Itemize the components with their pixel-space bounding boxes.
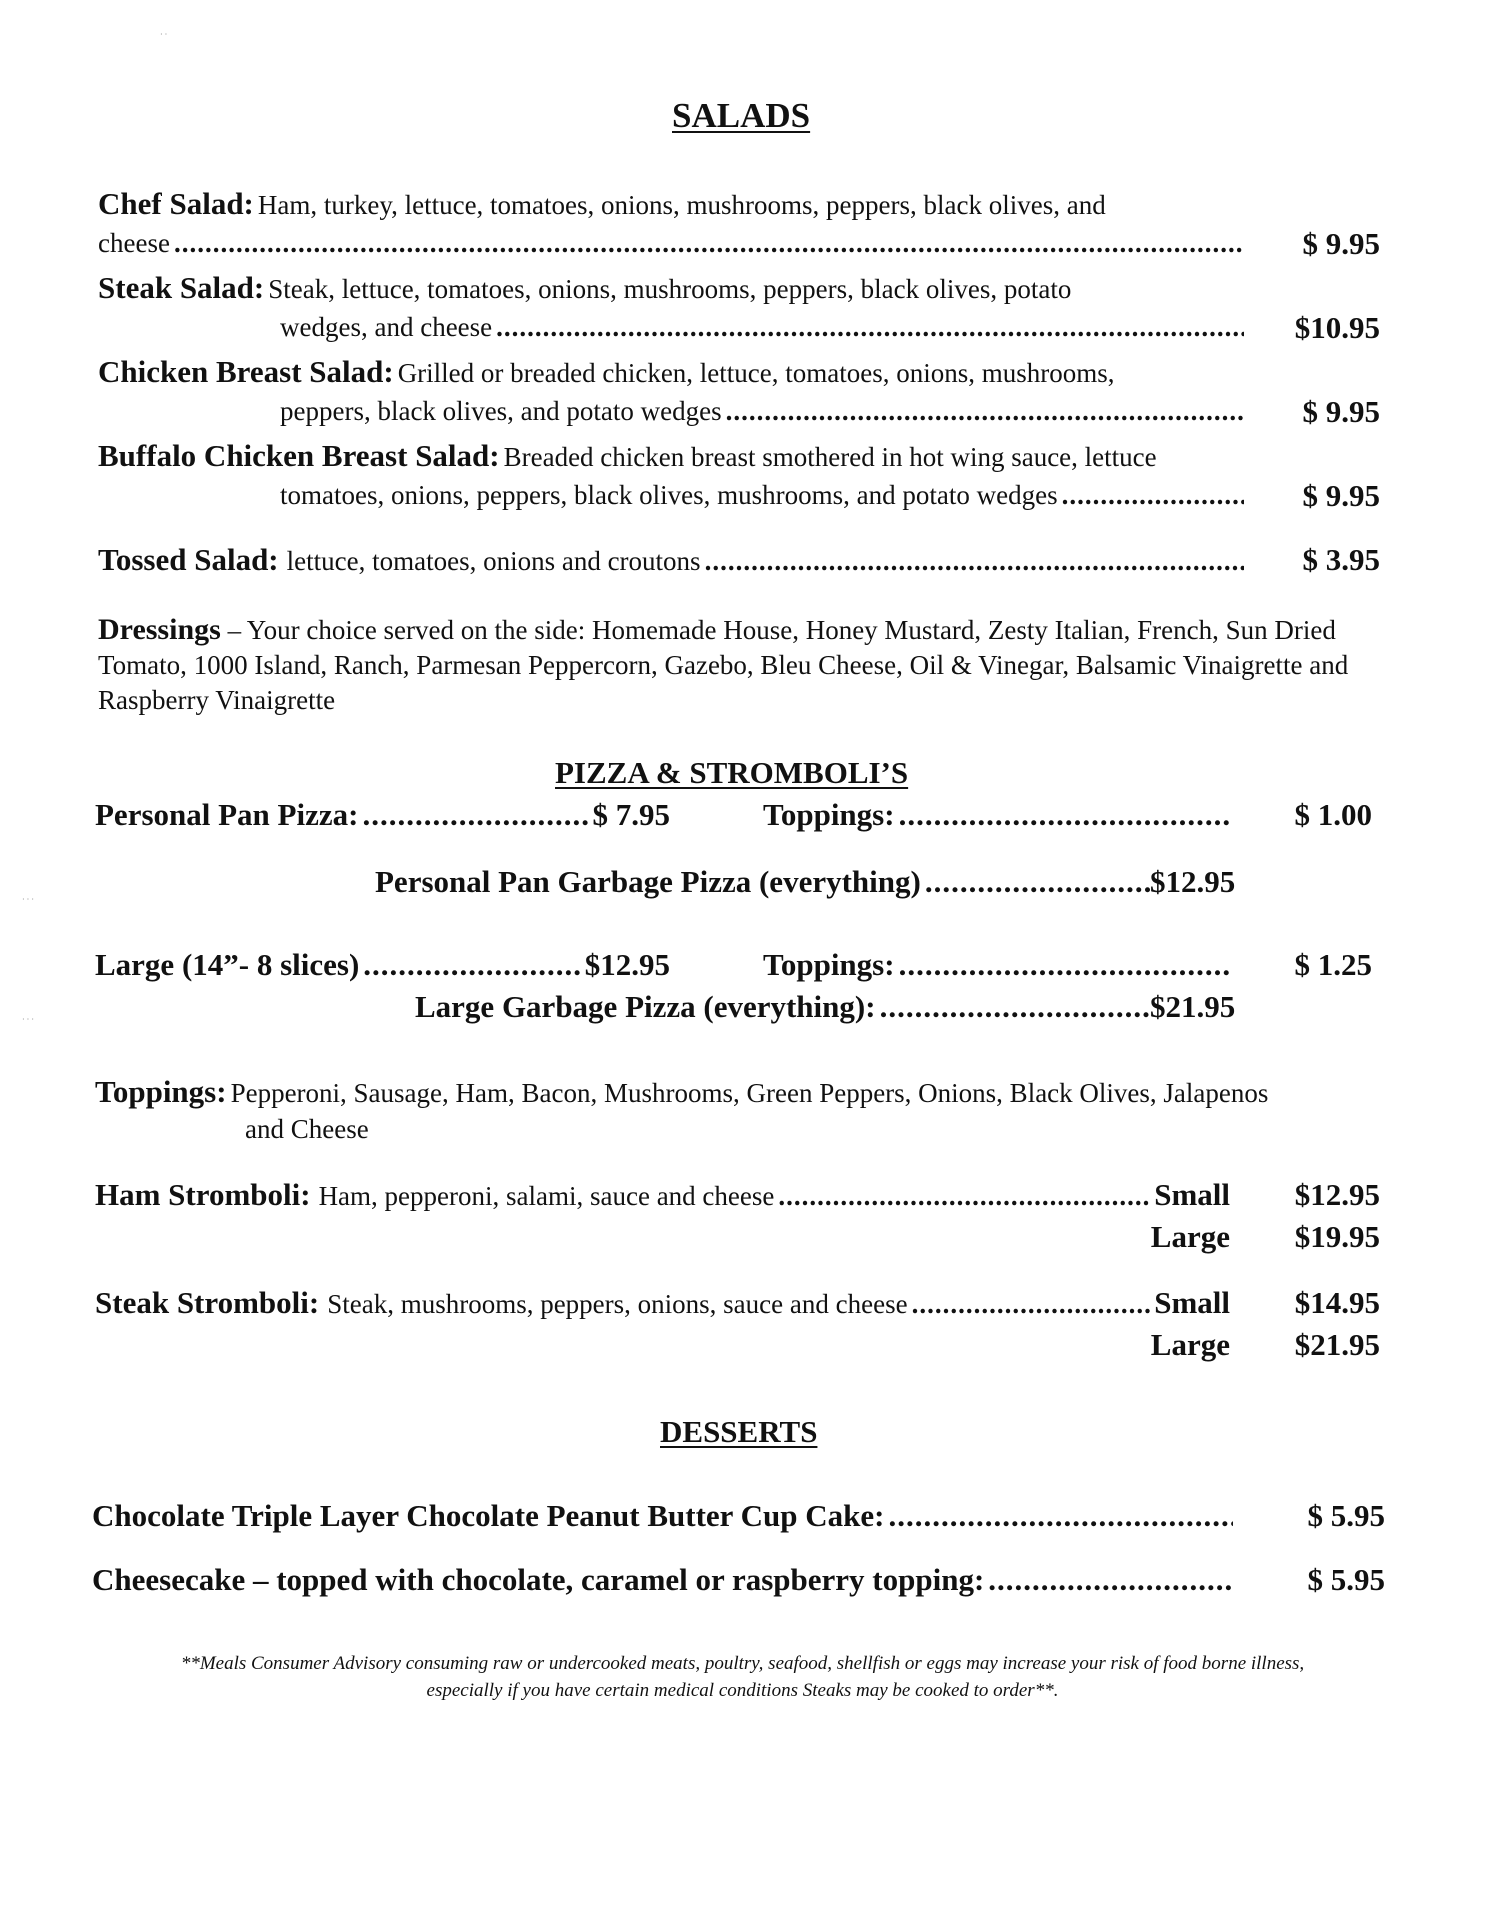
tossed-salad-desc: lettuce, tomatoes, onions and croutons bbox=[286, 546, 701, 576]
consumer-advisory-line1: **Meals Consumer Advisory consuming raw or undercooked meats, poultry, seafood, shellfish or eggs may increase your risk of food borne illness, bbox=[180, 1653, 1305, 1674]
steak-stromboli-name: Steak Stromboli: bbox=[95, 1285, 320, 1320]
personal-pan-pizza-name: Personal Pan Pizza: bbox=[95, 797, 359, 832]
chicken-salad-line1 bbox=[98, 354, 1115, 390]
leader-dots bbox=[899, 797, 1229, 833]
chef-salad-line2 bbox=[98, 228, 1248, 259]
chef-salad-desc-cont: cheese bbox=[98, 228, 170, 258]
leader-dots bbox=[899, 947, 1229, 983]
leader-dots bbox=[1062, 480, 1244, 511]
leader-dots bbox=[778, 1181, 1150, 1212]
chef-salad-price: $ 9.95 bbox=[1302, 226, 1380, 261]
dessert-cake-row bbox=[92, 1498, 1237, 1534]
large-toppings-label: Toppings: bbox=[763, 947, 895, 982]
buffalo-salad-line2 bbox=[280, 480, 1248, 511]
chicken-salad-name: Chicken Breast Salad: bbox=[98, 354, 394, 389]
leader-dots bbox=[988, 1562, 1233, 1598]
leader-dots bbox=[880, 989, 1151, 1025]
buffalo-salad-name: Buffalo Chicken Breast Salad: bbox=[98, 438, 500, 473]
steak-stromboli-desc: Steak, mushrooms, peppers, onions, sauce and cheese bbox=[327, 1289, 908, 1319]
buffalo-salad-desc: Breaded chicken breast smothered in hot wing sauce, lettuce bbox=[503, 442, 1157, 472]
large-pizza-name: Large (14”- 8 slices) bbox=[95, 947, 360, 982]
steak-stromboli-row bbox=[95, 1285, 1230, 1321]
ham-stromboli-name: Ham Stromboli: bbox=[95, 1177, 311, 1212]
salads-heading: SALADS bbox=[672, 96, 811, 135]
chicken-salad-price: $ 9.95 bbox=[1302, 394, 1380, 429]
leader-dots bbox=[496, 312, 1244, 343]
steak-stromboli-small-price: $14.95 bbox=[1294, 1285, 1380, 1320]
dessert-cheesecake-price: $ 5.95 bbox=[1307, 1562, 1385, 1597]
buffalo-salad-price: $ 9.95 bbox=[1302, 478, 1380, 513]
leader-dots bbox=[362, 797, 588, 833]
personal-toppings-label: Toppings: bbox=[763, 797, 895, 832]
leader-dots bbox=[174, 228, 1244, 259]
toppings-line2: and Cheese bbox=[245, 1114, 369, 1144]
buffalo-salad-desc-cont: tomatoes, onions, peppers, black olives, mushrooms, and potato wedges bbox=[280, 480, 1058, 510]
scan-speck: · · bbox=[160, 30, 168, 39]
personal-garbage-price: $12.95 bbox=[1150, 864, 1236, 899]
personal-pan-pizza-row bbox=[95, 797, 670, 833]
toppings-line1 bbox=[95, 1074, 1268, 1110]
scan-speck: · · · bbox=[22, 895, 34, 904]
ham-stromboli-large-price: $19.95 bbox=[1294, 1219, 1380, 1254]
ham-stromboli-desc: Ham, pepperoni, salami, sauce and cheese bbox=[318, 1181, 775, 1211]
ham-stromboli-row bbox=[95, 1177, 1230, 1213]
buffalo-salad-line1 bbox=[98, 438, 1157, 474]
tossed-salad-name: Tossed Salad: bbox=[98, 542, 279, 577]
toppings-text: Pepperoni, Sausage, Ham, Bacon, Mushrooms, Green Peppers, Onions, Black Olives, Jalapenos bbox=[230, 1078, 1269, 1108]
steak-salad-desc: Steak, lettuce, tomatoes, onions, mushrooms, peppers, black olives, potato bbox=[268, 274, 1072, 304]
chicken-salad-desc-cont: peppers, black olives, and potato wedges bbox=[280, 396, 722, 426]
personal-toppings-price: $ 1.00 bbox=[1294, 797, 1372, 832]
dressings-text: – Your choice served on the side: Homemade House, Honey Mustard, Zesty Italian, French, Sun Dried Tomato, 1000 Island, Ranch, Parmesan Peppercorn, Gazebo, Bleu Cheese, Oil & Vinegar, Balsamic Vinaigrette and Raspberry Vinaigrette bbox=[98, 615, 1349, 715]
ham-stromboli-small-price: $12.95 bbox=[1294, 1177, 1380, 1212]
dessert-cheesecake-row bbox=[92, 1562, 1237, 1598]
leader-dots bbox=[705, 546, 1244, 577]
steak-salad-price: $10.95 bbox=[1294, 310, 1380, 345]
large-garbage-price: $21.95 bbox=[1150, 989, 1236, 1024]
leader-dots bbox=[925, 864, 1151, 900]
chef-salad-desc: Ham, turkey, lettuce, tomatoes, onions, mushrooms, peppers, black olives, and bbox=[257, 190, 1106, 220]
large-toppings-price: $ 1.25 bbox=[1294, 947, 1372, 982]
large-garbage-name: Large Garbage Pizza (everything): bbox=[415, 989, 876, 1024]
steak-salad-name: Steak Salad: bbox=[98, 270, 265, 305]
steak-stromboli-small-label: Small bbox=[1154, 1285, 1230, 1320]
steak-salad-line2 bbox=[280, 312, 1248, 343]
dessert-cheesecake-name: Cheesecake – topped with chocolate, caramel or raspberry topping: bbox=[92, 1562, 985, 1597]
steak-salad-desc-cont: wedges, and cheese bbox=[280, 312, 493, 342]
large-pizza-row bbox=[95, 947, 670, 983]
scan-speck: · · · bbox=[22, 1015, 34, 1024]
leader-dots bbox=[363, 947, 580, 983]
dressings-paragraph bbox=[98, 612, 1388, 718]
large-garbage-row bbox=[415, 989, 1155, 1025]
personal-garbage-name: Personal Pan Garbage Pizza (everything) bbox=[375, 864, 921, 899]
steak-salad-line1 bbox=[98, 270, 1071, 306]
personal-toppings-row bbox=[763, 797, 1233, 833]
ham-stromboli-small-label: Small bbox=[1154, 1177, 1230, 1212]
personal-pan-pizza-price: $ 7.95 bbox=[592, 797, 670, 832]
ham-stromboli-large-label: Large bbox=[1150, 1219, 1230, 1254]
dessert-cake-price: $ 5.95 bbox=[1307, 1498, 1385, 1533]
leader-dots bbox=[912, 1289, 1151, 1320]
leader-dots bbox=[726, 396, 1244, 427]
dressings-label: Dressings bbox=[98, 613, 221, 646]
chef-salad-name: Chef Salad: bbox=[98, 186, 254, 221]
desserts-heading: DESSERTS bbox=[660, 1414, 818, 1449]
chicken-salad-desc: Grilled or breaded chicken, lettuce, tomatoes, onions, mushrooms, bbox=[397, 358, 1115, 388]
large-toppings-row bbox=[763, 947, 1233, 983]
consumer-advisory-line2: especially if you have certain medical conditions Steaks may be cooked to order**. bbox=[426, 1680, 1059, 1701]
tossed-salad-price: $ 3.95 bbox=[1302, 542, 1380, 577]
steak-stromboli-large-price: $21.95 bbox=[1294, 1327, 1380, 1362]
large-pizza-price: $12.95 bbox=[584, 947, 670, 982]
leader-dots bbox=[888, 1498, 1233, 1534]
tossed-salad-line bbox=[98, 542, 1248, 578]
chicken-salad-line2 bbox=[280, 396, 1248, 427]
dessert-cake-name: Chocolate Triple Layer Chocolate Peanut Butter Cup Cake: bbox=[92, 1498, 885, 1533]
personal-garbage-row bbox=[375, 864, 1155, 900]
chef-salad-line1 bbox=[98, 186, 1106, 222]
steak-stromboli-large-label: Large bbox=[1150, 1327, 1230, 1362]
pizza-heading: PIZZA & STROMBOLI’S bbox=[555, 755, 909, 790]
consumer-advisory bbox=[60, 1650, 1425, 1704]
toppings-label: Toppings: bbox=[95, 1074, 227, 1109]
